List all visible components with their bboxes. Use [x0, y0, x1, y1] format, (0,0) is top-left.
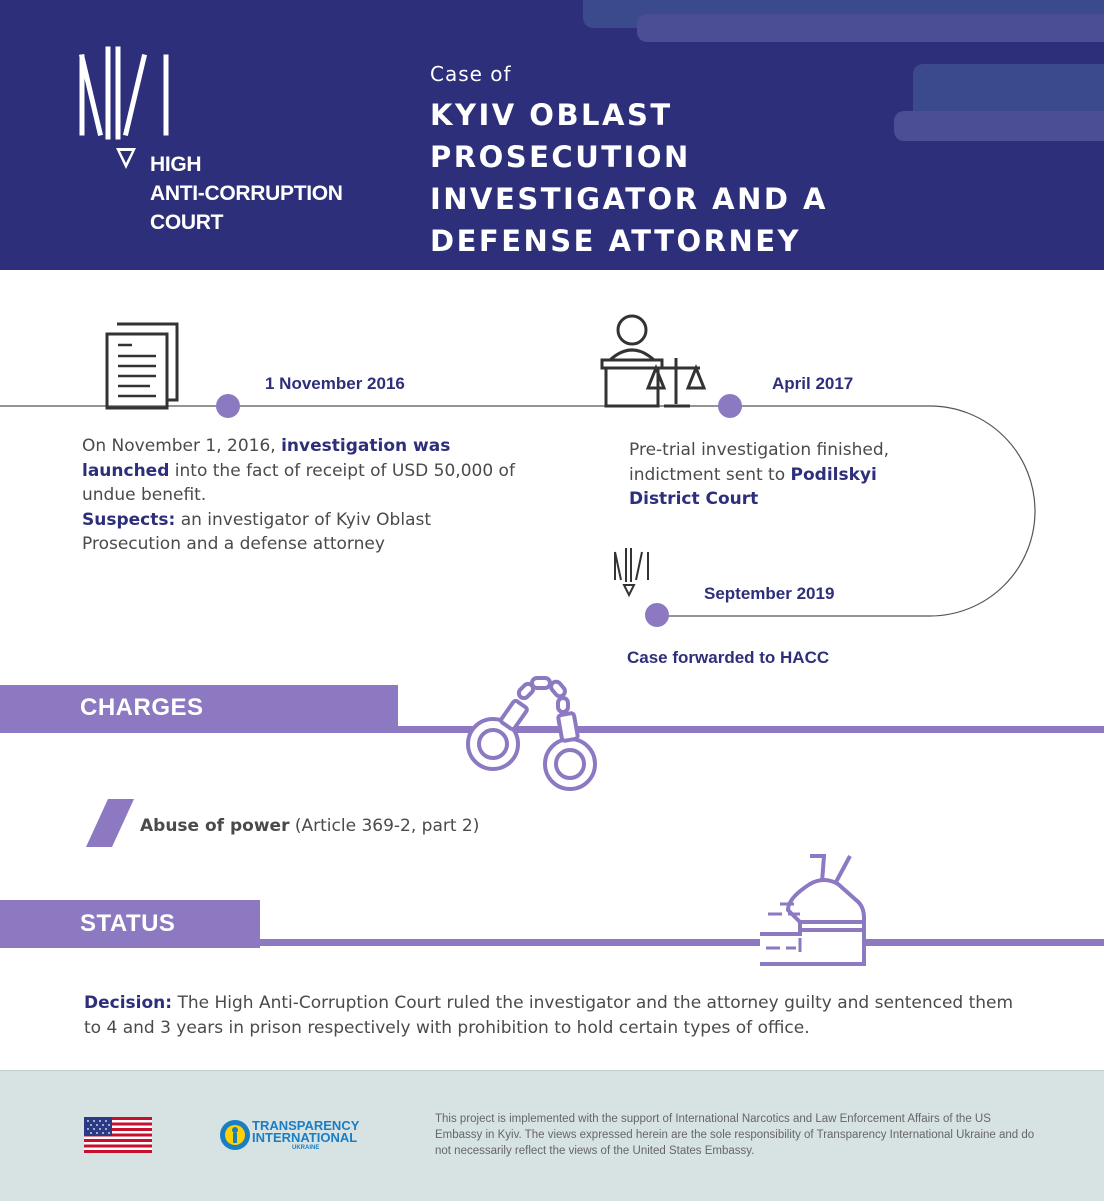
charge-article: (Article 369-2, part 2): [289, 816, 480, 836]
event-text: into the fact of receipt of USD 50,000 of undue benefit.: [82, 460, 515, 505]
court-name-line: COURT: [150, 211, 224, 234]
case-title-line: DEFENSE ATTORNEY: [430, 224, 802, 258]
us-flag-icon: [84, 1117, 152, 1153]
ti-logo-text: [252, 1120, 359, 1152]
charge-name: Abuse of power: [140, 816, 290, 836]
footer-disclaimer: This project is implemented with the support of International Narcotics and Law Enforcement Affairs of the US Embassy in Kyiv. The views expressed herein are the sole responsibility of Transparency International Ukraine and do not necessarily reflect the views of the United States Embassy.: [435, 1113, 1035, 1157]
charge-bullet-icon: [86, 799, 134, 847]
court-name-line: ANTI-CORRUPTION: [150, 182, 343, 205]
handcuffs-icon: [460, 672, 605, 794]
event-date: 1 November 2016: [265, 374, 405, 393]
event-date: April 2017: [772, 374, 854, 393]
step-up-icon: [760, 848, 870, 970]
transparency-international-logo-icon: [218, 1118, 252, 1152]
document-icon: [107, 324, 177, 408]
case-title-line: PROSECUTION: [430, 140, 691, 174]
charge-item: [140, 814, 479, 839]
suspects-text: an investigator of Kyiv Oblast Prosecution and a defense attorney: [82, 509, 432, 554]
case-title: [430, 94, 870, 262]
timeline-marker: [216, 394, 240, 418]
event-description: Case forwarded to HACC: [627, 648, 830, 667]
court-name-line: HIGH: [150, 153, 202, 176]
case-title-line: KYIV OBLAST: [430, 98, 673, 132]
case-of-label: Case of: [430, 62, 512, 86]
suspects-label: Suspects:: [82, 509, 176, 530]
event-description: [82, 434, 522, 557]
decision-text: [84, 991, 1024, 1040]
charges-title: CHARGES: [80, 694, 204, 721]
event-date: September 2019: [704, 584, 835, 603]
ti-line: INTERNATIONAL: [252, 1130, 358, 1145]
timeline-marker: [645, 603, 669, 627]
hacc-small-logo-icon: [615, 548, 648, 595]
event-text: On November 1, 2016,: [82, 436, 282, 456]
header-decor-bar: [894, 111, 1104, 141]
court-name: [150, 150, 343, 237]
event-highlight: investigation was launched: [82, 436, 451, 481]
event-highlight: Podilskyi District Court: [629, 464, 877, 509]
timeline-marker: [718, 394, 742, 418]
status-divider: [260, 939, 1104, 946]
event-description: [629, 438, 929, 512]
judge-icon: [602, 316, 704, 406]
header-decor-bar: [637, 14, 1104, 42]
ti-line: TRANSPARENCY: [252, 1118, 360, 1133]
decision-label: Decision:: [84, 993, 173, 1013]
event-text: Pre-trial investigation finished, indictment sent to: [629, 440, 890, 485]
case-title-line: INVESTIGATOR AND A: [430, 182, 828, 216]
decision-body: The High Anti-Corruption Court ruled the investigator and the attorney guilty and sentenced them to 4 and 3 years in prison respectively with prohibition to hold certain types of office.: [84, 993, 1014, 1038]
ti-line: UKRAINE: [292, 1145, 320, 1151]
status-title: STATUS: [80, 910, 176, 937]
